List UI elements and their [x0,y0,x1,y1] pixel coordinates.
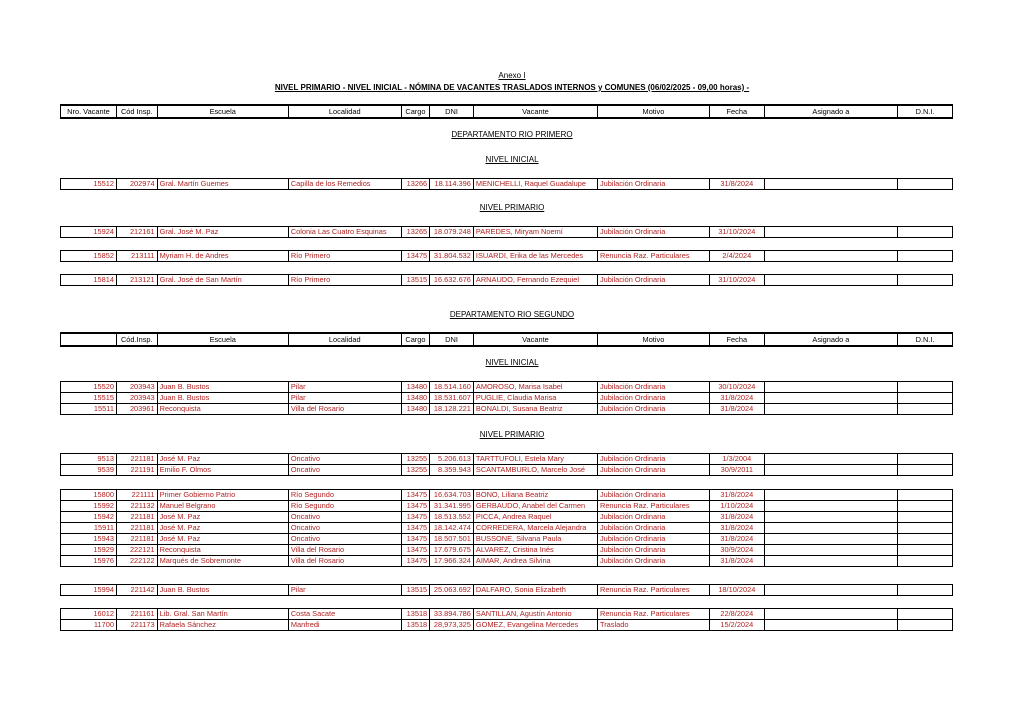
locality-cell: Colonia Las Cuatro Esquinas [288,227,401,238]
reason-cell: Jubilación Ordinaria [597,275,709,286]
reason-cell: Jubilación Ordinaria [597,382,709,393]
dni-cell: 17.679.675 [430,545,474,556]
vacancy-number-cell: 15511 [61,404,117,415]
vacancy-holder-cell: PICCA, Andrea Raquel [473,512,597,523]
reason-cell: Jubilación Ordinaria [597,465,709,476]
date-cell: 31/10/2024 [709,275,764,286]
date-cell: 30/9/2011 [709,465,764,476]
date-cell: 31/8/2024 [709,179,764,190]
position-code-cell: 13475 [401,490,429,501]
department-title-rio-segundo: DEPARTAMENTO RIO SEGUNDO [449,310,575,319]
locality-cell: Río Segundo [288,490,401,501]
vacancy-number-cell: 11700 [61,620,117,631]
assigned-dni-cell [898,512,953,523]
column-header: Vacante [473,333,597,346]
dni-cell: 33.894.786 [430,609,474,620]
vacancy-number-cell: 16012 [61,609,117,620]
column-header: Nro. Vacante [61,105,117,118]
date-cell: 31/10/2024 [709,227,764,238]
reason-cell: Jubilación Ordinaria [597,454,709,465]
table-row [61,620,953,631]
table-rio-segundo-primario-c [60,584,953,596]
school-cell: Juan B. Bustos [157,393,288,404]
date-cell: 31/8/2024 [709,523,764,534]
position-code-cell: 13475 [401,512,429,523]
position-code-cell: 13475 [401,556,429,567]
assigned-to-cell [764,620,897,631]
column-header: Cód Insp. [116,105,157,118]
inspection-code-cell: 221132 [116,501,157,512]
school-cell: Reconquista [157,404,288,415]
school-cell: Primer Gobierno Patrio [157,490,288,501]
table-row [61,393,953,404]
annex-label: Anexo I [498,71,526,80]
school-cell: José M. Paz [157,523,288,534]
date-cell: 31/8/2024 [709,512,764,523]
assigned-dni-cell [898,585,953,596]
dni-cell: 28,973,325 [430,620,474,631]
dni-cell: 31.804.532 [430,251,474,262]
assigned-to-cell [764,251,897,262]
reason-cell: Renuncia Raz. Particulares [597,585,709,596]
dni-cell: 31.341.995 [430,501,474,512]
assigned-dni-cell [898,545,953,556]
reason-cell: Jubilación Ordinaria [597,393,709,404]
vacancy-holder-cell: GERBAUDO, Anabel del Carmen [473,501,597,512]
vacancy-holder-cell: AMOROSO, Marisa Isabel [473,382,597,393]
assigned-dni-cell [898,227,953,238]
assigned-to-cell [764,534,897,545]
date-cell: 31/8/2024 [709,556,764,567]
vacancy-number-cell: 15943 [61,534,117,545]
assigned-to-cell [764,465,897,476]
table-rio-segundo-inicial [60,381,953,415]
column-header-table-2 [60,332,953,347]
assigned-dni-cell [898,382,953,393]
school-cell: Marqués de Sobremonte [157,556,288,567]
column-header: Fecha [709,333,764,346]
table-row [61,556,953,567]
table-row [61,275,953,286]
table-row [61,227,953,238]
locality-cell: Villa del Rosario [288,556,401,567]
position-code-cell: 13480 [401,393,429,404]
assigned-to-cell [764,523,897,534]
vacancy-number-cell: 15942 [61,512,117,523]
assigned-dni-cell [898,490,953,501]
reason-cell: Renuncia Raz. Particulares [597,609,709,620]
date-cell: 30/10/2024 [709,382,764,393]
assigned-to-cell [764,545,897,556]
vacancy-number-cell: 15520 [61,382,117,393]
locality-cell: Costa Sacate [288,609,401,620]
inspection-code-cell: 221111 [116,490,157,501]
assigned-dni-cell [898,251,953,262]
locality-cell: Oncativo [288,465,401,476]
school-cell: Lib. Gral. San Martín [157,609,288,620]
column-header: D.N.I. [898,105,953,118]
vacancy-holder-cell: BONO, Liliana Beatriz [473,490,597,501]
table-row [61,382,953,393]
position-code-cell: 13255 [401,465,429,476]
column-header [61,333,117,346]
date-cell: 1/3/2004 [709,454,764,465]
assigned-dni-cell [898,179,953,190]
vacancy-number-cell: 15976 [61,556,117,567]
inspection-code-cell: 213111 [116,251,157,262]
date-cell: 31/8/2024 [709,490,764,501]
table-row [61,465,953,476]
date-cell: 31/8/2024 [709,404,764,415]
table-row [61,534,953,545]
inspection-code-cell: 221142 [116,585,157,596]
table-row [61,404,953,415]
inspection-code-cell: 213121 [116,275,157,286]
position-code-cell: 13475 [401,523,429,534]
table-row [61,251,953,262]
table-rio-segundo-primario-d [60,608,953,631]
table-row [61,501,953,512]
locality-cell: Pilar [288,393,401,404]
vacancy-holder-cell: SCANTAMBURLO, Marcelo José [473,465,597,476]
assigned-dni-cell [898,404,953,415]
table-row [61,609,953,620]
school-cell: Reconquista [157,545,288,556]
column-header: Escuela [157,105,288,118]
table-rio-segundo-primario-a [60,453,953,476]
vacancy-holder-cell: ALVAREZ, Cristina Inés [473,545,597,556]
vacancy-holder-cell: DALFARO, Sonia Elizabeth [473,585,597,596]
vacancy-holder-cell: MENICHELLI, Raquel Guadalupe [473,179,597,190]
vacancy-holder-cell: BONALDI, Susana Beatriz [473,404,597,415]
column-header: Vacante [473,105,597,118]
table-rio-primero-primario-a [60,226,953,238]
assigned-dni-cell [898,393,953,404]
column-header: Cargo [401,105,429,118]
dni-cell: 5.206.613 [430,454,474,465]
assigned-to-cell [764,227,897,238]
reason-cell: Jubilación Ordinaria [597,545,709,556]
table-row [61,585,953,596]
date-cell: 22/8/2024 [709,609,764,620]
column-header: Asignado a [764,333,897,346]
assigned-dni-cell [898,534,953,545]
dni-cell: 18.531.607 [430,393,474,404]
date-cell: 30/9/2024 [709,545,764,556]
dni-cell: 18.142.474 [430,523,474,534]
reason-cell: Jubilación Ordinaria [597,534,709,545]
assigned-to-cell [764,585,897,596]
column-header: Cargo [401,333,429,346]
locality-cell: Oncativo [288,534,401,545]
position-code-cell: 13480 [401,382,429,393]
locality-cell: Pilar [288,382,401,393]
section-nivel-primario: NIVEL PRIMARIO [479,203,545,212]
column-header: Motivo [597,105,709,118]
column-header: DNI [430,105,474,118]
locality-cell: Manfredi [288,620,401,631]
vacancy-holder-cell: PAREDES, Miryam Noemí [473,227,597,238]
locality-cell: Oncativo [288,523,401,534]
dni-cell: 16.634.703 [430,490,474,501]
vacancy-holder-cell: ARNAUDO, Fernando Ezequiel [473,275,597,286]
dni-cell: 8.359.943 [430,465,474,476]
school-cell: José M. Paz [157,454,288,465]
table-row [61,512,953,523]
assigned-to-cell [764,501,897,512]
inspection-code-cell: 221173 [116,620,157,631]
school-cell: Myriam H. de Andres [157,251,288,262]
reason-cell: Traslado [597,620,709,631]
position-code-cell: 13266 [401,179,429,190]
reason-cell: Jubilación Ordinaria [597,179,709,190]
vacancy-number-cell: 15924 [61,227,117,238]
table-row [61,454,953,465]
reason-cell: Jubilación Ordinaria [597,227,709,238]
assigned-to-cell [764,454,897,465]
assigned-to-cell [764,275,897,286]
school-cell: José M. Paz [157,512,288,523]
assigned-dni-cell [898,523,953,534]
locality-cell: Villa del Rosario [288,545,401,556]
column-header-table-1 [60,104,953,119]
locality-cell: Río Primero [288,275,401,286]
inspection-code-cell: 203943 [116,393,157,404]
reason-cell: Renuncia Raz. Particulares [597,501,709,512]
inspection-code-cell: 203943 [116,382,157,393]
table-row [61,179,953,190]
vacancy-holder-cell: CORREDERA, Marcela Alejandra [473,523,597,534]
reason-cell: Jubilación Ordinaria [597,523,709,534]
vacancy-number-cell: 15515 [61,393,117,404]
table-rio-primero-primario-c [60,274,953,286]
position-code-cell: 13265 [401,227,429,238]
position-code-cell: 13518 [401,609,429,620]
dni-cell: 18.079.248 [430,227,474,238]
assigned-dni-cell [898,454,953,465]
inspection-code-cell: 222121 [116,545,157,556]
table-rio-primero-primario-b [60,250,953,262]
assigned-to-cell [764,404,897,415]
section-nivel-primario: NIVEL PRIMARIO [479,430,545,439]
vacancy-holder-cell: TARTTUFOLI, Estela Mary [473,454,597,465]
column-header: Escuela [157,333,288,346]
vacancy-number-cell: 15929 [61,545,117,556]
position-code-cell: 13515 [401,275,429,286]
locality-cell: Villa del Rosario [288,404,401,415]
dni-cell: 18.513.552 [430,512,474,523]
assigned-to-cell [764,609,897,620]
reason-cell: Jubilación Ordinaria [597,556,709,567]
header-row [61,105,953,118]
column-header: Fecha [709,105,764,118]
reason-cell: Jubilación Ordinaria [597,512,709,523]
vacancy-number-cell: 15911 [61,523,117,534]
school-cell: Emilio F. Olmos [157,465,288,476]
assigned-to-cell [764,512,897,523]
assigned-to-cell [764,393,897,404]
assigned-to-cell [764,179,897,190]
inspection-code-cell: 221181 [116,534,157,545]
inspection-code-cell: 221181 [116,523,157,534]
locality-cell: Oncativo [288,512,401,523]
column-header: Motivo [597,333,709,346]
column-header: Cód.Insp. [116,333,157,346]
school-cell: Juan B. Bustos [157,585,288,596]
school-cell: Gral. Martín Guemes [157,179,288,190]
position-code-cell: 13475 [401,545,429,556]
assigned-to-cell [764,556,897,567]
inspection-code-cell: 221161 [116,609,157,620]
date-cell: 31/8/2024 [709,393,764,404]
assigned-to-cell [764,382,897,393]
vacancy-number-cell: 15852 [61,251,117,262]
date-cell: 15/2/2024 [709,620,764,631]
school-cell: Manuel Belgrano [157,501,288,512]
inspection-code-cell: 202974 [116,179,157,190]
school-cell: Gral. José M. Paz [157,227,288,238]
reason-cell: Jubilación Ordinaria [597,404,709,415]
vacancy-holder-cell: PUGLIE, Claudia Marisa [473,393,597,404]
vacancy-number-cell: 15992 [61,501,117,512]
table-rio-segundo-primario-b [60,489,953,567]
vacancy-number-cell: 15994 [61,585,117,596]
assigned-dni-cell [898,465,953,476]
column-header: DNI [430,333,474,346]
department-title-rio-primero: DEPARTAMENTO RIO PRIMERO [451,130,573,139]
assigned-dni-cell [898,620,953,631]
inspection-code-cell: 212161 [116,227,157,238]
position-code-cell: 13480 [401,404,429,415]
column-header: Asignado a [764,105,897,118]
column-header: Localidad [288,105,401,118]
dni-cell: 16.632.676 [430,275,474,286]
date-cell: 1/10/2024 [709,501,764,512]
dni-cell: 18.128.221 [430,404,474,415]
date-cell: 31/8/2024 [709,534,764,545]
column-header: D.N.I. [898,333,953,346]
inspection-code-cell: 221191 [116,465,157,476]
assigned-dni-cell [898,609,953,620]
reason-cell: Jubilación Ordinaria [597,490,709,501]
school-cell: Rafaela Sánchez [157,620,288,631]
position-code-cell: 13475 [401,251,429,262]
vacancy-number-cell: 15512 [61,179,117,190]
assigned-dni-cell [898,275,953,286]
column-header: Localidad [288,333,401,346]
dni-cell: 17.966.324 [430,556,474,567]
locality-cell: Oncativo [288,454,401,465]
position-code-cell: 13475 [401,501,429,512]
school-cell: Juan B. Bustos [157,382,288,393]
assigned-dni-cell [898,556,953,567]
inspection-code-cell: 221181 [116,512,157,523]
dni-cell: 18.507.501 [430,534,474,545]
reason-cell: Renuncia Raz. Particulares [597,251,709,262]
locality-cell: Pilar [288,585,401,596]
section-nivel-inicial: NIVEL INICIAL [485,155,539,164]
vacancy-holder-cell: BUSSONE, Silvana Paula [473,534,597,545]
table-row [61,545,953,556]
locality-cell: Capilla de los Remedios [288,179,401,190]
inspection-code-cell: 222122 [116,556,157,567]
assigned-to-cell [764,490,897,501]
vacancy-holder-cell: GOMEZ, Evangelina Mercedes [473,620,597,631]
table-row [61,490,953,501]
position-code-cell: 13255 [401,454,429,465]
vacancy-number-cell: 15814 [61,275,117,286]
inspection-code-cell: 221181 [116,454,157,465]
locality-cell: Río Segundo [288,501,401,512]
position-code-cell: 13518 [401,620,429,631]
dni-cell: 18.114.396 [430,179,474,190]
school-cell: José M. Paz [157,534,288,545]
assigned-dni-cell [898,501,953,512]
date-cell: 18/10/2024 [709,585,764,596]
vacancy-holder-cell: SANTILLAN, Agustín Antonio [473,609,597,620]
position-code-cell: 13475 [401,534,429,545]
header-row [61,333,953,346]
date-cell: 2/4/2024 [709,251,764,262]
locality-cell: Río Primero [288,251,401,262]
dni-cell: 18.514.160 [430,382,474,393]
position-code-cell: 13515 [401,585,429,596]
document-title: NIVEL PRIMARIO - NIVEL INICIAL - NÓMINA DE VACANTES TRASLADOS INTERNOS y COMUNES (06/02/2025 - 09,00 horas) - [274,83,750,92]
inspection-code-cell: 203961 [116,404,157,415]
school-cell: Gral. José de San Martín [157,275,288,286]
vacancy-holder-cell: ISUARDI, Erika de las Mercedes [473,251,597,262]
vacancy-holder-cell: AIMAR, Andrea Silvina [473,556,597,567]
dni-cell: 25.063.692 [430,585,474,596]
section-nivel-inicial: NIVEL INICIAL [485,358,539,367]
table-rio-primero-inicial [60,178,953,190]
vacancy-number-cell: 9539 [61,465,117,476]
vacancy-number-cell: 9513 [61,454,117,465]
vacancy-number-cell: 15800 [61,490,117,501]
table-row [61,523,953,534]
